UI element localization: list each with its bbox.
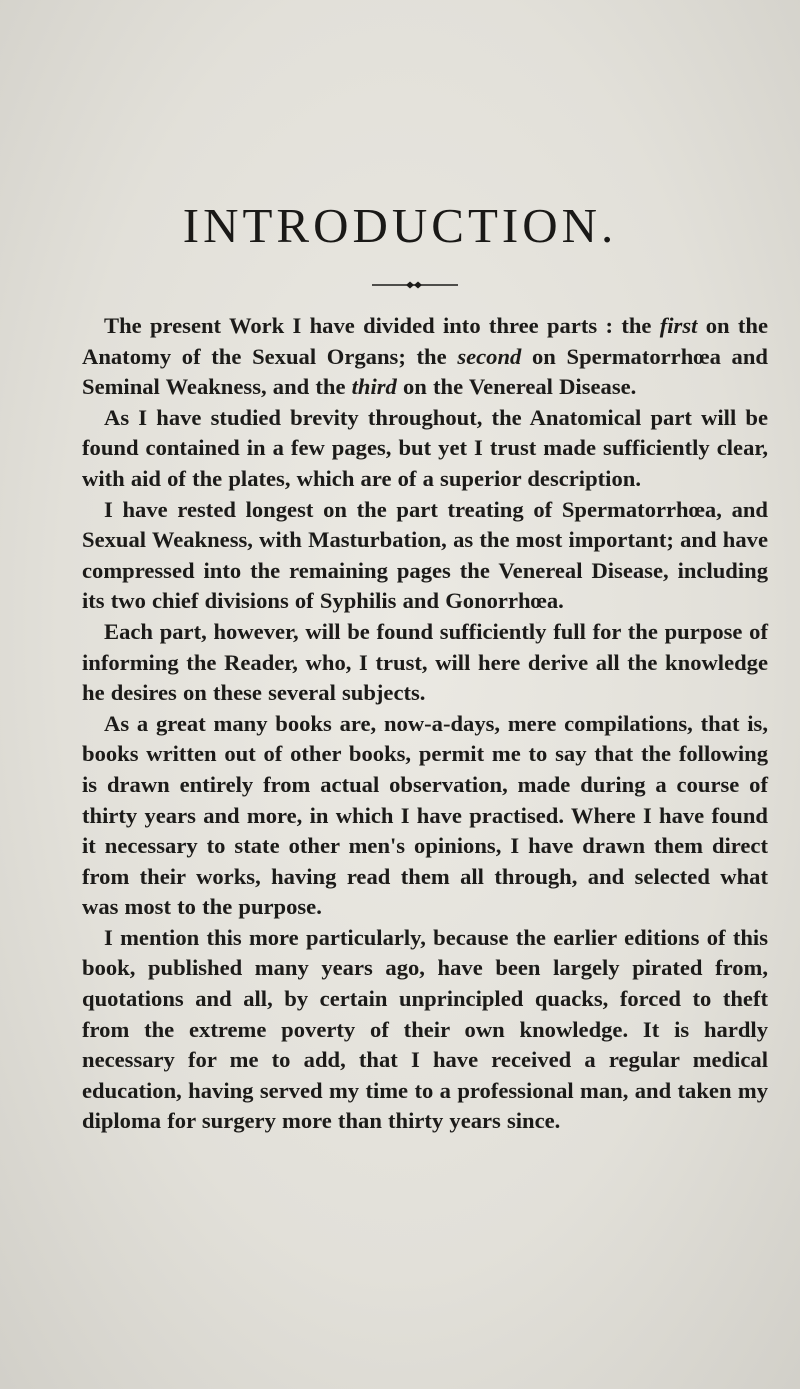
paragraph-text: Each part, however, will be found sufficiently full for the purpose of informing the Reader, who, I trust, will here derive all the knowledge he desires on these several subjects. (82, 618, 768, 706)
paragraph-text: As I have studied brevity throughout, the Anatomical part will be found contained in a few pages, but yet I trust made sufficiently clear, with aid of the plates, which are of a superior description. (82, 404, 768, 491)
paragraph-text: I have rested longest on the part treating of Spermatorrhœa, and Sexual Weakness, with Masturbation, as the most important; and have compressed into the remaining pages the Venereal Disease, including its two chief divisions of Syphilis and Gonorrhœa. (82, 496, 768, 614)
paragraph-text: on the Anatomy of the Sexual Organs; the (82, 313, 768, 369)
paragraph (82, 311, 768, 403)
italic-text: second (457, 343, 522, 369)
paragraph (82, 403, 768, 495)
paragraph (82, 709, 768, 923)
paragraph (82, 617, 768, 709)
italic-text: first (659, 313, 698, 338)
italic-text: third (351, 374, 397, 400)
body-text (82, 311, 768, 1137)
paragraph-text: As a great many books are, now-a-days, mere compilations, that is, books written out of other books, permit me to say that the following is drawn entirely from actual observation, made during a course of thirty years and more, in which I have practised. Where I have found it necessary to state other men's opinions, I have drawn them direct from their works, having read them all through, and selected what was most to the purpose. (82, 710, 768, 920)
page-title: INTRODUCTION. (182, 198, 618, 253)
paragraph (82, 923, 768, 1137)
paragraph (82, 495, 768, 617)
paragraph-text: on Spermatorrhœa and Seminal Weakness, and the (82, 343, 768, 400)
ornament-divider-icon (372, 280, 458, 290)
paragraph-text: The present Work I have divided into three parts : the (104, 313, 660, 338)
paragraph-text: on the Venereal Disease. (396, 374, 637, 400)
paragraph-text: I mention this more particularly, because the earlier editions of this book, published many years ago, have been largely pirated from, quotations and all, by certain unprincipled quacks, forced to theft from the extreme poverty of their own knowledge. It is hardly necessary for me to add, that I have received a regular medical education, having served my time to a professional man, and taken my diploma for surgery more than thirty years since. (82, 924, 768, 1134)
